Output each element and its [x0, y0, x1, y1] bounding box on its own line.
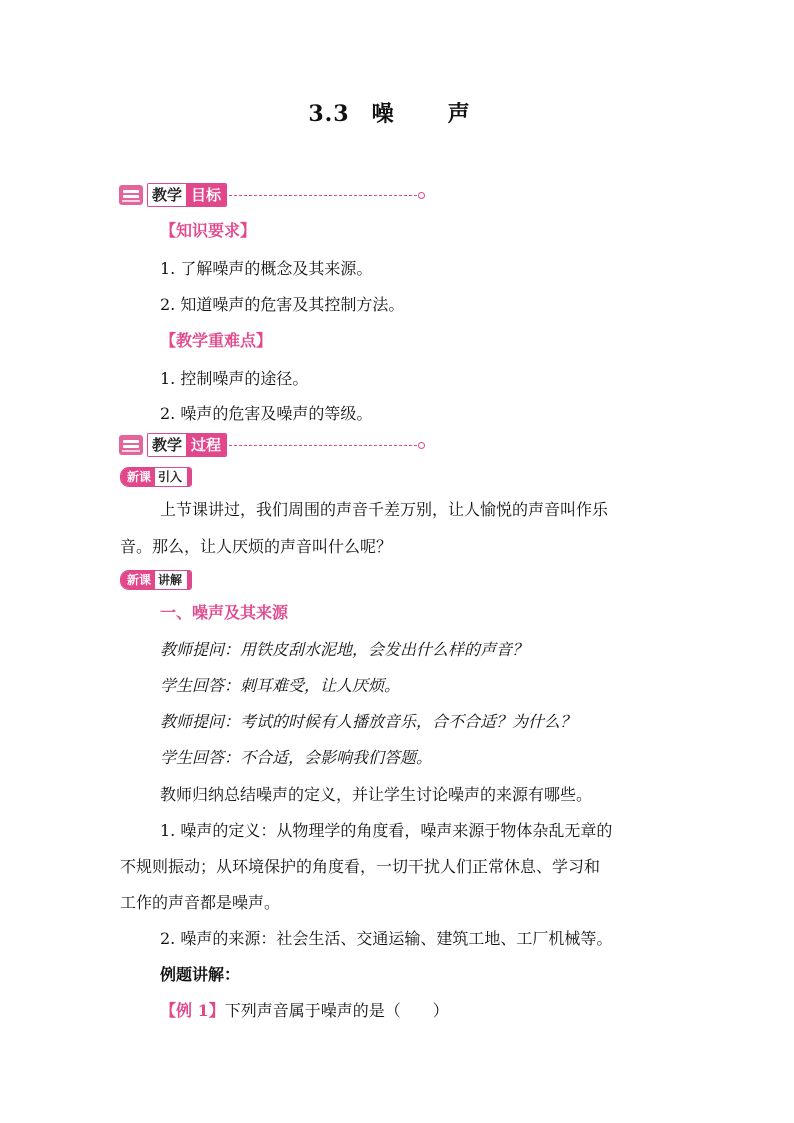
divider-end-dot [418, 192, 425, 199]
definition-line: 工作的声音都是噪声。 [120, 893, 281, 912]
page-title [0, 97, 794, 128]
part1-heading: 一、噪声及其来源 [160, 603, 289, 622]
dialog-line: 教师提问：考试的时候有人播放音乐，合不合适？为什么？ [160, 712, 577, 731]
book-icon [119, 185, 143, 205]
title-text: 噪 声 [371, 101, 486, 127]
dashed-divider [229, 445, 417, 446]
knowledge-item: 2. 知道噪声的危害及其控制方法。 [160, 295, 405, 314]
example-1 [160, 998, 449, 1021]
definition-line: 1. 噪声的定义：从物理学的角度看，噪声来源于物体杂乱无章的 [160, 821, 613, 840]
section-label: 教学 过程 [147, 433, 227, 457]
title-number: 3.3 [308, 101, 350, 127]
section-header-objectives [119, 184, 425, 206]
lecture-tag: 新课 讲解 [120, 570, 192, 590]
summary-line: 教师归纳总结噪声的定义，并让学生讨论噪声的来源有哪些。 [160, 785, 593, 804]
dialog-line: 学生回答：不合适，会影响我们答题。 [160, 748, 433, 767]
definition-line: 不规则振动；从环境保护的角度看，一切干扰人们正常休息、学习和 [120, 857, 601, 876]
example-text: 下列声音属于噪声的是（ ） [224, 1001, 449, 1020]
example-heading: 例题讲解： [160, 965, 241, 984]
dialog-line: 学生回答：刺耳难受，让人厌烦。 [160, 676, 401, 695]
intro-line: 上节课讲过，我们周围的声音千差万别，让人愉悦的声音叫作乐 [160, 500, 609, 519]
keypoint-item: 2. 噪声的危害及噪声的等级。 [160, 404, 373, 423]
section-label: 教学 目标 [147, 183, 227, 207]
intro-tag: 新课 引入 [120, 467, 192, 487]
keypoint-item: 1. 控制噪声的途径。 [160, 369, 309, 388]
book-icon [119, 435, 143, 455]
source-line: 2. 噪声的来源：社会生活、交通运输、建筑工地、工厂机械等。 [160, 929, 613, 948]
knowledge-item: 1. 了解噪声的概念及其来源。 [160, 259, 373, 278]
intro-line: 音。那么，让人厌烦的声音叫什么呢？ [120, 537, 393, 556]
dialog-line: 教师提问：用铁皮刮水泥地，会发出什么样的声音？ [160, 640, 529, 659]
dashed-divider [229, 195, 417, 196]
example-label: 【例 1】 [160, 1001, 225, 1020]
divider-end-dot [418, 442, 425, 449]
knowledge-heading: 【知识要求】 [160, 221, 257, 240]
keypoints-heading: 【教学重难点】 [160, 331, 273, 350]
section-header-process [119, 434, 425, 456]
